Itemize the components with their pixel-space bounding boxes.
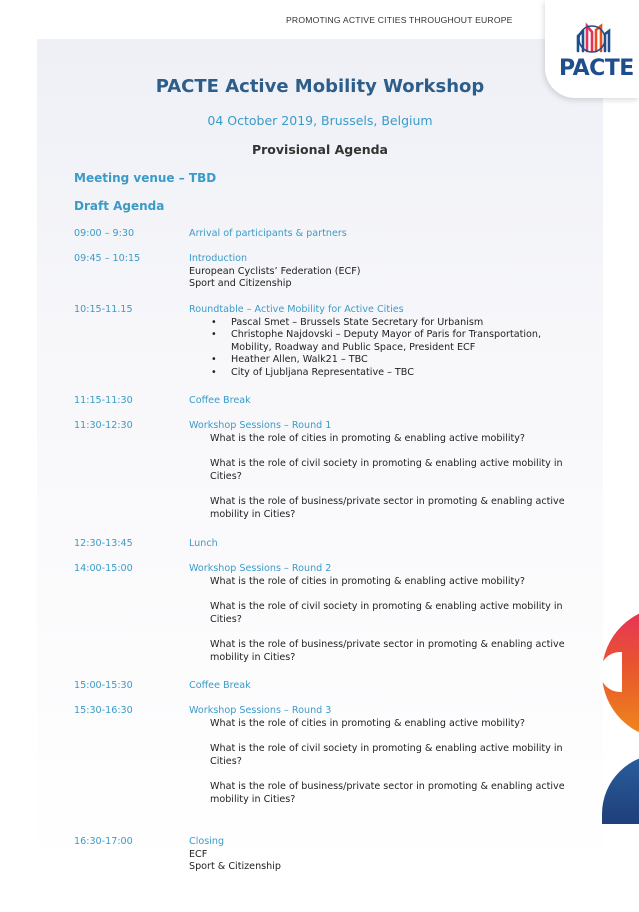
agenda-time: 15:30-16:30 [74, 705, 133, 716]
agenda-time: 09:45 – 10:15 [74, 253, 141, 264]
workshop-question: What is the role of cities in promoting & enabling active mobility? [210, 575, 526, 587]
agenda-time: 11:30-12:30 [74, 420, 133, 431]
agenda-time: 15:00-15:30 [74, 680, 133, 691]
workshop-question: What is the role of business/private sector in promoting & enabling active mobility in Cities? [210, 781, 565, 805]
agenda-item-title: Workshop Sessions – Round 1 [189, 420, 332, 431]
provisional-agenda-heading: Provisional Agenda [251, 142, 388, 157]
agenda-item [189, 420, 579, 522]
agenda-item [189, 836, 579, 874]
speaker-item: • Heather Allen, Walk21 – TBC [227, 354, 579, 367]
agenda-item-title: Arrival of participants & partners [189, 228, 347, 239]
agenda-item-title: Workshop Sessions – Round 2 [189, 563, 332, 574]
workshop-question: What is the role of cities in promoting & enabling active mobility? [210, 717, 526, 729]
agenda-item-title: Introduction [189, 253, 248, 264]
logo-wordmark: PACTE [559, 56, 634, 81]
workshop-question: What is the role of civil society in promoting & enabling active mobility in Cities? [210, 601, 563, 625]
speaker-item: • Pascal Smet – Brussels State Secretary for Urbanism [227, 317, 579, 330]
agenda-time: 16:30-17:00 [74, 836, 133, 847]
meeting-venue-heading: Meeting venue – TBD [74, 171, 217, 185]
agenda-item [189, 680, 579, 693]
agenda-item [189, 538, 579, 551]
workshop-question: What is the role of business/private sector in promoting & enabling active mobility in Cities? [210, 639, 565, 663]
agenda-item [189, 563, 579, 665]
workshop-question: What is the role of cities in promoting & enabling active mobility? [210, 432, 526, 444]
agenda-item [189, 304, 579, 380]
agenda-item-title: Workshop Sessions – Round 3 [189, 705, 332, 716]
decorative-shape-blue [602, 754, 639, 824]
agenda-time: 12:30-13:45 [74, 538, 133, 549]
agenda-item-title: Roundtable – Active Mobility for Active Cities [189, 304, 404, 315]
agenda-item [189, 253, 579, 291]
agenda-item-line: ECF [189, 848, 208, 860]
agenda-item-line: Sport & Citizenship [189, 861, 281, 873]
agenda-item-title: Coffee Break [189, 395, 251, 406]
agenda-item-title: Coffee Break [189, 680, 251, 691]
date-location: 04 October 2019, Brussels, Belgium [207, 113, 433, 128]
agenda-time: 14:00-15:00 [74, 563, 133, 574]
draft-agenda-heading: Draft Agenda [74, 199, 165, 213]
agenda-item-title: Lunch [189, 538, 218, 549]
workshop-question: What is the role of civil society in promoting & enabling active mobility in Cities? [210, 458, 563, 482]
header-tagline: PROMOTING ACTIVE CITIES THROUGHOUT EUROPE [286, 15, 513, 25]
agenda-time: 10:15-11.15 [74, 304, 133, 315]
agenda-item [189, 395, 579, 408]
agenda-time: 09:00 – 9:30 [74, 228, 135, 239]
speaker-item: • Christophe Najdovski – Deputy Mayor of Paris for Transportation, Mobility, Roadway and Public Space, President ECF [227, 329, 579, 354]
agenda-item [189, 228, 579, 241]
workshop-question: What is the role of civil society in promoting & enabling active mobility in Cities? [210, 743, 563, 767]
agenda-item-title: Closing [189, 836, 225, 847]
workshop-question: What is the role of business/private sector in promoting & enabling active mobility in Cities? [210, 496, 565, 520]
speaker-item: • City of Ljubljana Representative – TBC [227, 367, 579, 380]
document-title: PACTE Active Mobility Workshop [155, 76, 485, 97]
speaker-list [189, 317, 579, 380]
agenda-item-line: Sport and Citizenship [189, 278, 292, 290]
agenda-item-line: European Cyclists’ Federation (ECF) [189, 265, 361, 277]
agenda-time: 11:15-11:30 [74, 395, 133, 406]
agenda-item [189, 705, 579, 807]
